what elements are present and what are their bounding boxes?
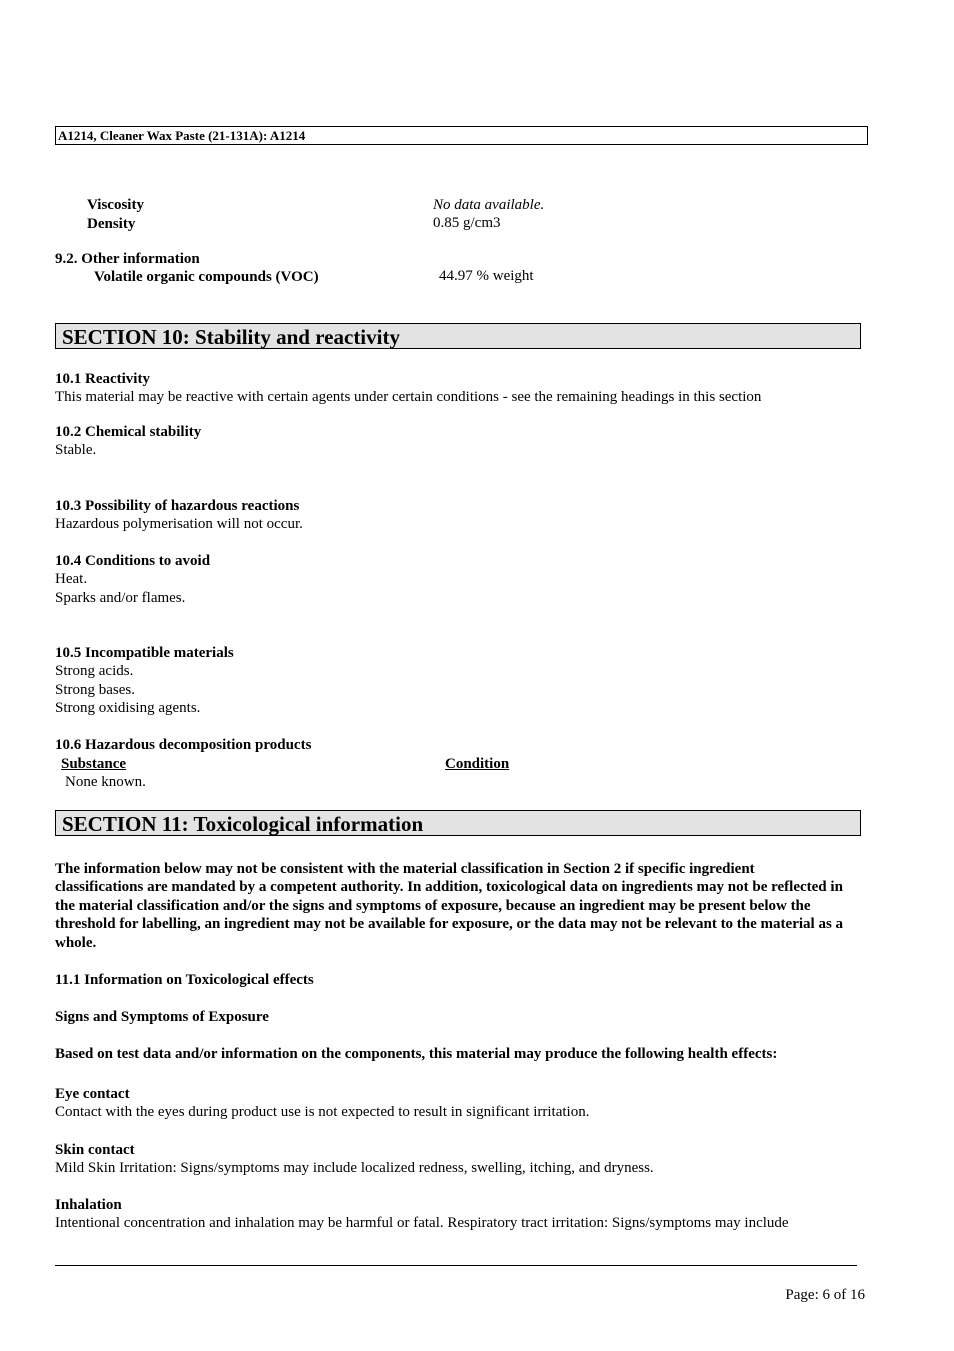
voc-value: 44.97 % weight [439,268,534,284]
decomposition-heading: 10.6 Hazardous decomposition products [55,737,312,753]
reactivity-heading: 10.1 Reactivity [55,371,150,387]
hazardous-reactions-text: Hazardous polymerisation will not occur. [55,516,303,532]
conditions-line-heat: Heat. [55,571,88,587]
incompatible-line-acids: Strong acids. [55,663,134,679]
toxicology-intro: The information below may not be consistent with the material classification in Section 2 if specific ingredient classifications are mandated by a competent authority. In addition, toxicological data on ingredients may not be reflected in the material classification and/or the signs and symptoms of exposure, because an ingredient may be present below the threshold for labelling, an ingredient may not be available for exposure, or the data may not be relevant to the material as a whole. [55,861,844,951]
signs-symptoms-heading: Signs and Symptoms of Exposure [55,1009,269,1025]
inhalation-text: Intentional concentration and inhalation may be harmful or fatal. Respiratory tract irritation: Signs/symptoms may include [55,1215,789,1231]
eye-contact-text: Contact with the eyes during product use is not expected to result in significant irritation. [55,1104,590,1120]
skin-contact-heading: Skin contact [55,1142,135,1158]
stability-heading: 10.2 Chemical stability [55,424,202,440]
conditions-line-sparks: Sparks and/or flames. [55,590,186,606]
skin-contact-text: Mild Skin Irritation: Signs/symptoms may include localized redness, swelling, itching, and dryness. [55,1160,654,1176]
incompatible-heading: 10.5 Incompatible materials [55,645,234,661]
section-10-header: SECTION 10: Stability and reactivity [55,323,861,349]
health-effects-statement: Based on test data and/or information on the components, this material may produce the following health effects: [55,1046,778,1062]
reactivity-text: This material may be reactive with certain agents under certain conditions - see the remaining headings in this section [55,389,762,405]
other-info-heading: 9.2. Other information [55,251,200,267]
hazardous-reactions-heading: 10.3 Possibility of hazardous reactions [55,498,300,514]
footer-divider [55,1265,857,1266]
substance-column-header: Substance [61,756,127,772]
condition-column-header: Condition [445,756,510,772]
density-value: 0.85 g/cm3 [433,215,501,231]
decomposition-row: None known. [65,774,146,790]
inhalation-heading: Inhalation [55,1197,122,1213]
incompatible-line-oxidising: Strong oxidising agents. [55,700,201,716]
toxicological-effects-heading: 11.1 Information on Toxicological effects [55,972,314,988]
page-number: Page: 6 of 16 [785,1287,865,1303]
viscosity-value: No data available. [433,197,545,213]
document-header: A1214, Cleaner Wax Paste (21-131A): A1214 [55,126,868,145]
conditions-heading: 10.4 Conditions to avoid [55,553,211,569]
viscosity-label: Viscosity [87,197,144,213]
incompatible-line-bases: Strong bases. [55,682,135,698]
eye-contact-heading: Eye contact [55,1086,130,1102]
density-label: Density [87,216,136,232]
voc-label: Volatile organic compounds (VOC) [94,269,319,285]
section-11-header: SECTION 11: Toxicological information [55,810,861,836]
stability-text: Stable. [55,442,97,458]
